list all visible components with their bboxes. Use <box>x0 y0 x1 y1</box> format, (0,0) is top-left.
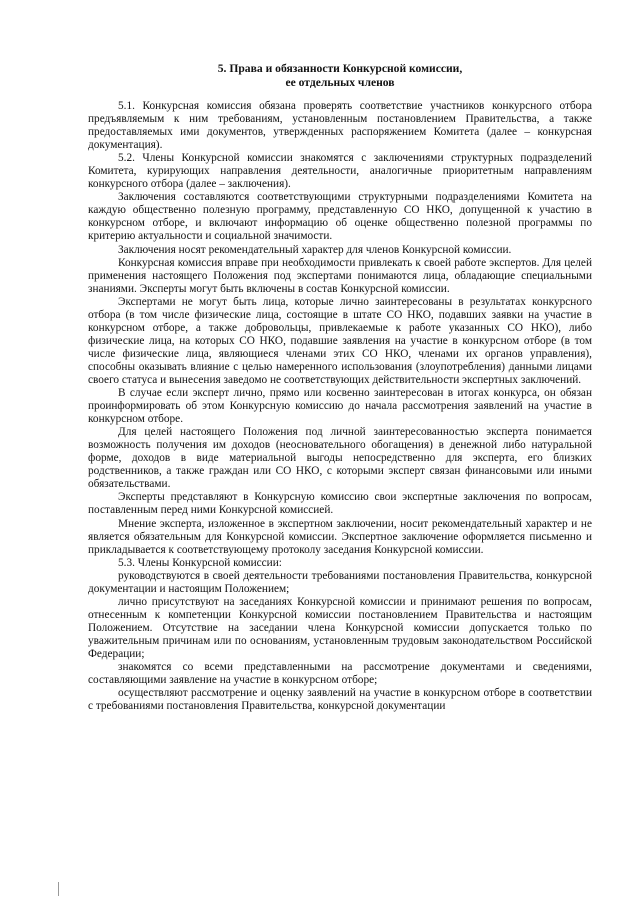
paragraph-conclusions-advisory: Заключения носят рекомендательный характер для членов Конкурсной комиссии. <box>118 243 512 256</box>
paragraph-5-2: 5.2. Члены Конкурсной комиссии знакомятся с заключениями структурных подразделений Комитета, курирующих направления деятельности, аналогичные приоритетным направлениям конкурсного отбора (далее – заключения). <box>88 152 592 191</box>
paragraph-expert-restrictions: Экспертами не могут быть лица, которые лично заинтересованы в результатах конкурсного отбора (в том числе физические лица, состоящие в штате СО НКО, подавших заявки на участие в конкурсном отборе, а также добровольцы, привлекаемые к работе указанных СО НКО), либо физические лица, на которых СО НКО, подавшие заявления на участие в конкурсном отборе (в том числе физические лица, являющиеся членами этих СО НКО, членами их органов управления), способны оказывать влияние с целью намеренного использования (злоупотребления) данными лицами своего статуса и вынесения заведомо не соответствующих действительности экспертных заключений. <box>88 295 592 386</box>
paragraph-expert-conclusions: Эксперты представляют в Конкурсную комиссию свои экспертные заключения по вопросам, поставленным перед ними Конкурсной комиссией. <box>88 491 592 517</box>
document-page <box>88 62 592 713</box>
list-item-review-documents: знакомятся со всеми представленными на рассмотрение документами и сведениями, составляющими заявление на участие в конкурсном отборе; <box>88 661 592 687</box>
paragraph-5-1: 5.1. Конкурсная комиссия обязана проверять соответствие участников конкурсного отбора предъявляемым к ним требованиям, установленным постановлением Правительства, а также предоставляемых ими документов, утвержденных распоряжением Комитета (далее – конкурсная документация). <box>88 100 592 152</box>
section-title-line-1: 5. Права и обязанности Конкурсной комиссии, <box>217 62 463 75</box>
scan-edge-mark <box>58 882 59 896</box>
paragraph-expert-opinion: Мнение эксперта, изложенное в экспертном заключении, носит рекомендательный характер и не является обязательным для Конкурсной комиссии. Экспертное заключение оформляется письменно и прикладывается к соответствующему протоколу заседания Конкурсной комиссии. <box>88 517 592 556</box>
list-item-attend: лично присутствуют на заседаниях Конкурсной комиссии и принимают решения по вопросам, отнесенным к компетенции Конкурсной комиссии постановлением Правительства и настоящим Положением. Отсутствие на заседании члена Конкурсной комиссии допускается только по уважительным причинам или по основаниям, установленным трудовым законодательством Российской Федерации; <box>88 595 592 660</box>
list-item-guided: руководствуются в своей деятельности требованиями постановления Правительства, конкурсной документации и настоящим Положением; <box>88 569 592 595</box>
paragraph-expert-interest: В случае если эксперт лично, прямо или косвенно заинтересован в итогах конкурса, он обязан проинформировать об этом Конкурсную комиссию до начала рассмотрения заявлений на участие в конкурсном отборе. <box>88 387 592 426</box>
paragraph-conclusions: Заключения составляются соответствующими структурными подразделениями Комитета на каждую общественно полезную программу, представленную СО НКО, допущенной к участию в конкурсном отборе, и включают информацию об оценке общественно полезной программы по критерию актуальности и социальной значимости. <box>88 191 592 243</box>
list-item-evaluate: осуществляют рассмотрение и оценку заявлений на участие в конкурсном отборе в соответствии с требованиями постановления Правительства, конкурсной документации <box>88 687 592 713</box>
paragraph-personal-interest: Для целей настоящего Положения под личной заинтересованностью эксперта понимается возможность получения им доходов (неосновательного обогащения) в денежной либо натуральной форме, доходов в виде материальной выгоды непосредственно для эксперта, его близких родственников, а также граждан или СО НКО, с которыми эксперт связан финансовыми или иными обязательствами. <box>88 426 592 491</box>
paragraph-experts: Конкурсная комиссия вправе при необходимости привлекать к своей работе экспертов. Для целей применения настоящего Положения под экспертами понимаются лица, обладающие специальными знаниями. Эксперты могут быть включены в состав Конкурсной комиссии. <box>88 256 592 295</box>
paragraph-5-3: 5.3. Члены Конкурсной комиссии: <box>118 556 282 569</box>
section-title-line-2: ее отдельных членов <box>285 76 395 89</box>
section-title <box>88 62 592 90</box>
